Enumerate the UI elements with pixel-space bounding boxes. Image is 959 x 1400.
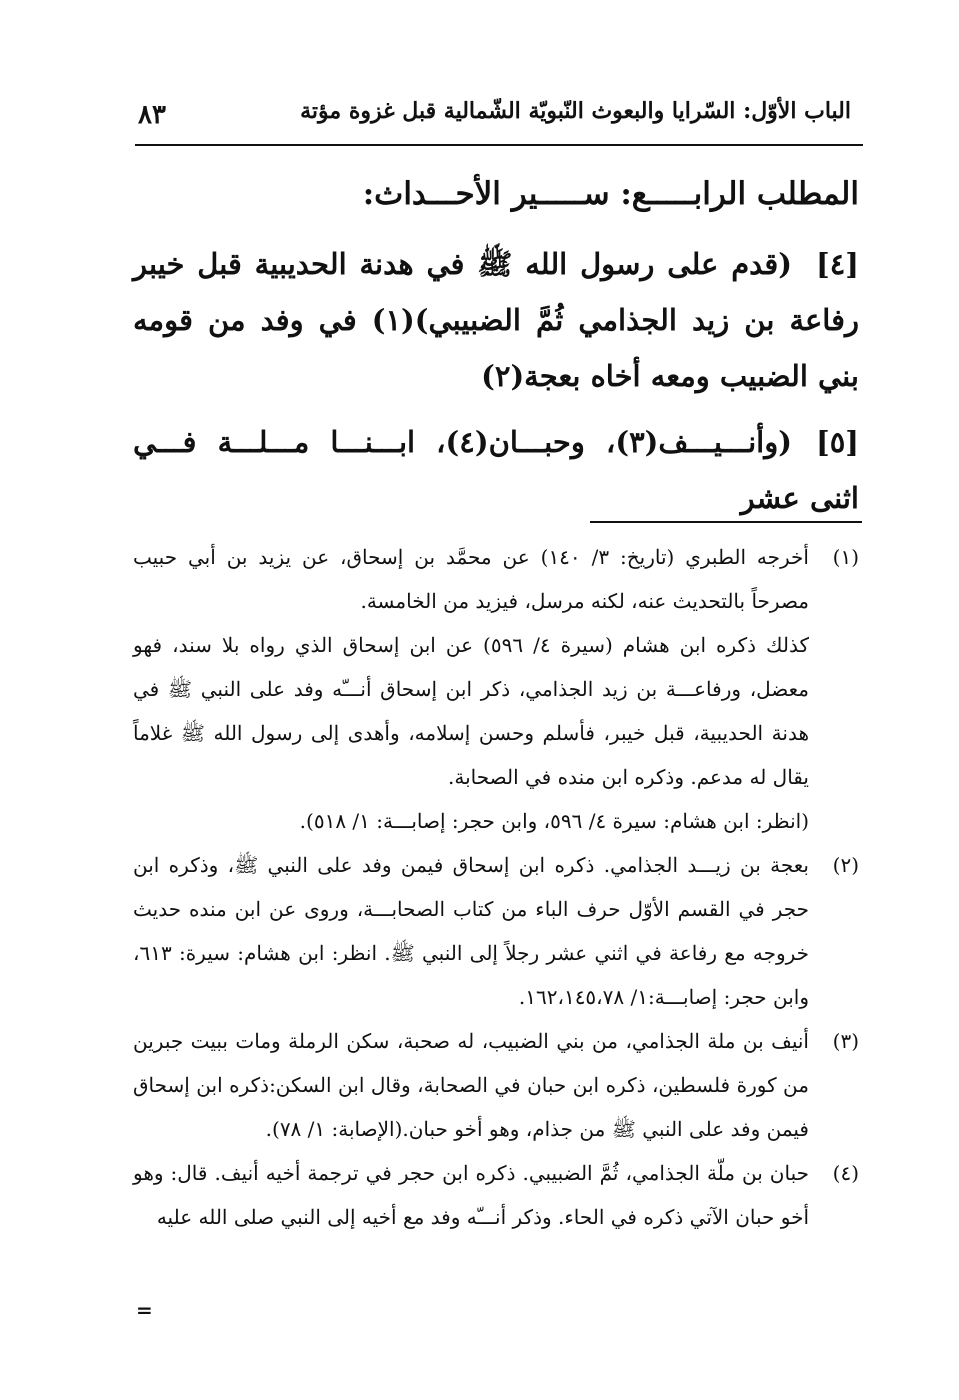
footnote-number: (٢) [832,853,859,877]
footnote-2 [133,843,859,1019]
footnotes [133,535,859,1239]
page-number: ٨٣ [138,100,166,130]
footnote-text: كذلك ذكره ابن هشام (سيرة ٤/ ٥٩٦) عن ابن إسحاق الذي رواه بلا سند، فهو معضل، ورفاعـــة بن زيد الجذامي، ذكر ابن إسحاق أنـــّه وفد على النبي ﷺ في هدنة الحديبية، قبل خيبر، فأسلم وحسن إسلامه، وأهدى إلى رسول الله ﷺ غلاماً يقال له مدعم. وذكره ابن منده في الصحابة. [133,633,809,789]
footnote-divider [590,521,862,523]
footnote-text: أنيف بن ملة الجذامي، من بني الضبيب، له صحبة، سكن الرملة ومات ببيت جبرين من كورة فلسطين، ذكره ابن حبان في الصحابة، وقال ابن السكن:ذكره ابن إسحاق فيمن وفد على النبي ﷺ من جذام، وهو أخو حبان.(الإصابة: ١/ ٧٨). [133,1029,809,1141]
block-marker: [٤] [815,247,859,281]
footnote-number: (١) [832,545,859,569]
footnote-number: (٤) [832,1161,859,1185]
header-divider [135,144,863,146]
running-header-title: الباب الأوّل: السّرايا والبعوث النّبويّة الشّمالية قبل غزوة مؤتة [300,98,851,124]
footnote-text: أخرجه الطبري (تاريخ: ٣/ ١٤٠) عن محمَّد بن إسحاق، عن يزيد بن أبي حبيب مصرحاً بالتحديث عنه، لكنه مرسل، فيزيد من الخامسة. [133,545,809,613]
footnote-1-paragraph-2 [133,623,859,799]
block-text: (وأنـــيـــف(٣)، وحبـــان(٤)، ابـــنـــا مـــلـــة فـــي اثنى عشر [133,425,859,515]
footnote-4 [133,1151,859,1239]
text-block-4 [133,236,859,404]
block-marker: [٥] [815,425,860,459]
footnote-text: (انظر: ابن هشام: سيرة ٤/ ٥٩٦، وابن حجر: إصابـــة: ١/ ٥١٨). [299,809,809,833]
text-block-5 [133,414,859,526]
block-text: (قدم على رسول الله ﷺ في هدنة الحديبية قبل خيبر رفاعة بن زيد الجذامي ثُمَّ الضبيبي)(١) في وفد من قومه بني الضبيب ومعه أخاه بعجة(٢) [133,247,859,393]
footnote-3 [133,1019,859,1151]
footnote-1 [133,535,859,623]
continuation-mark: = [136,1298,153,1322]
footnote-1-paragraph-3 [133,799,859,843]
footnote-text: بعجة بن زيـــد الجذامي. ذكره ابن إسحاق فيمن وفد على النبي ﷺ، وذكره ابن حجر في القسم الأوّل حرف الباء من كتاب الصحابـــة، وروى عن ابن منده حديث خروجه مع رفاعة في اثني عشر رجلاً إلى النبي ﷺ. انظر: ابن هشام: سيرة: ٦١٣، وابن حجر: إصابـــة:١/ ١٦٢،١٤٥،٧٨. [133,853,810,1009]
footnote-text: حبان بن ملّة الجذامي، ثُمَّ الضبيبي. ذكره ابن حجر في ترجمة أخيه أنيف. قال: وهو أخو حبان الآتي ذكره في الحاء. وذكر أنـــّه وفد مع أخيه إلى النبي صلى الله عليه [133,1161,809,1229]
section-heading: المطلب الرابـــــع: ســـــير الأحـــداث: [362,176,859,212]
footnote-number: (٣) [832,1029,859,1053]
